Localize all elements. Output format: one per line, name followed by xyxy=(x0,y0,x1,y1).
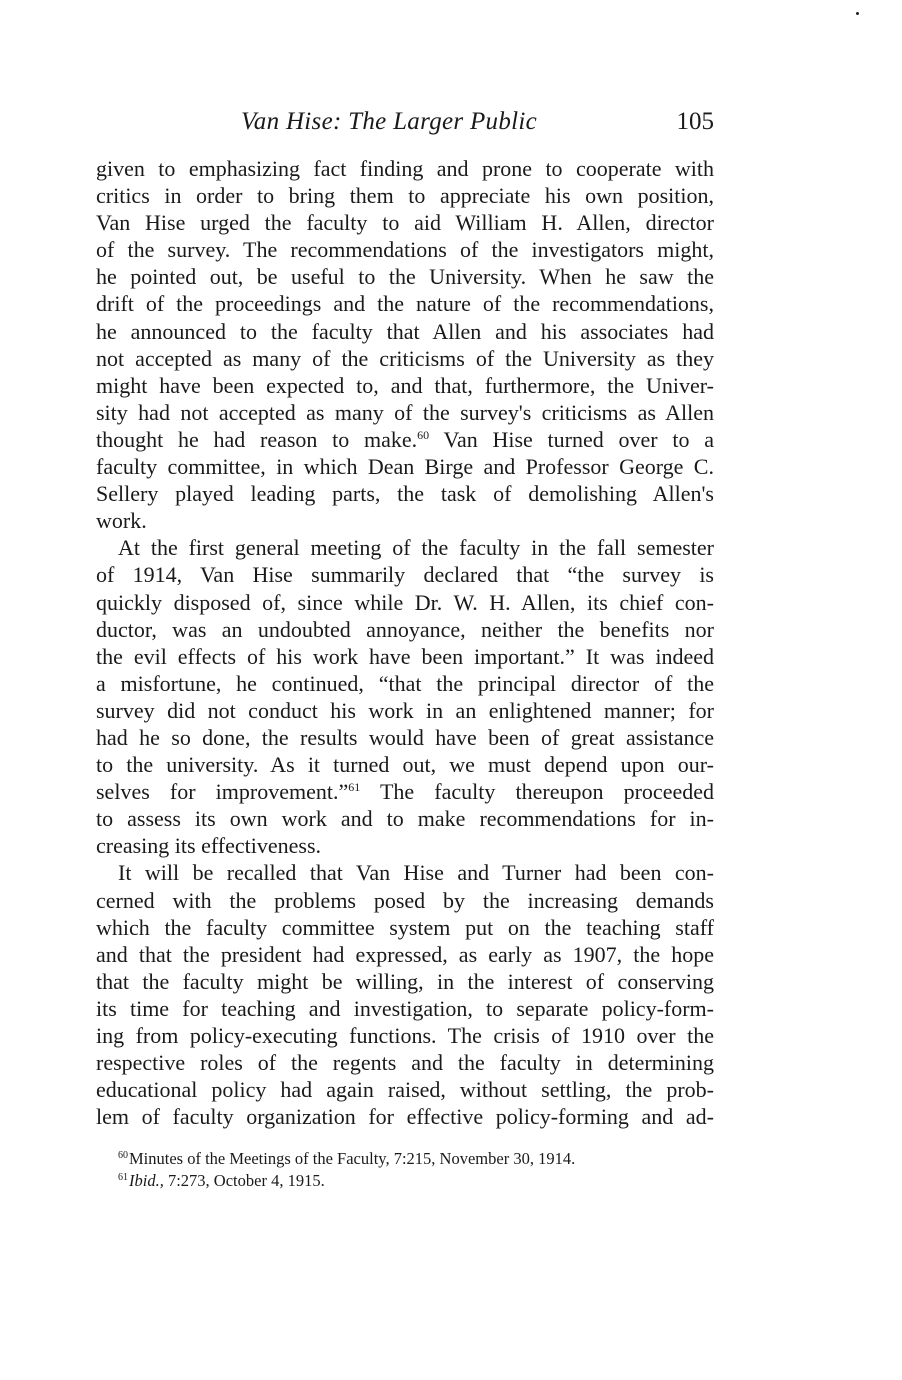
footnote-mark: 61 xyxy=(118,1172,128,1183)
text-line: cerned with the problems posed by the increasing demands xyxy=(96,887,714,913)
text-line: work. xyxy=(96,508,147,534)
text-line: drift of the proceedings and the nature of the recommendations, xyxy=(96,291,714,317)
text-line: he pointed out, be useful to the University. When he saw the xyxy=(96,264,714,290)
paragraph-2 xyxy=(96,534,714,859)
line-text: thought he had reason to make. xyxy=(96,426,418,452)
footnote-ref-61[interactable]: 61 xyxy=(348,780,361,795)
text-line-with-footnote xyxy=(96,426,714,453)
text-line: not accepted as many of the criticisms of the University as they xyxy=(96,345,714,371)
line-text: selves for improvement.” xyxy=(96,779,349,805)
text-line: to assess its own work and to make recommendations for in- xyxy=(96,806,714,832)
scan-speck xyxy=(856,12,859,15)
footnote-text: Minutes of the Meetings of the Faculty, 7:215, November 30, 1914. xyxy=(129,1149,576,1168)
text-line: ing from policy-executing functions. The crisis of 1910 over the xyxy=(96,1023,714,1048)
text-line: sity had not accepted as many of the survey's criticisms as Allen xyxy=(96,399,714,425)
paragraph-3 xyxy=(96,859,714,1130)
footnotes xyxy=(118,1148,714,1192)
footnote-61 xyxy=(118,1170,714,1192)
text-line: Van Hise urged the faculty to aid William H. Allen, director xyxy=(96,210,714,236)
running-head xyxy=(96,108,714,148)
text-line: and that the president had expressed, as early as 1907, the hope xyxy=(96,941,714,967)
text-line: creasing its effectiveness. xyxy=(96,833,322,859)
text-line: he announced to the faculty that Allen and his associates had xyxy=(96,318,714,344)
text-line: respective roles of the regents and the faculty in determining xyxy=(96,1050,714,1076)
text-line: to the university. As it turned out, we must depend upon our- xyxy=(96,752,714,778)
line-text: The faculty thereupon proceeded xyxy=(360,779,714,805)
text-line-with-footnote xyxy=(96,778,714,805)
footnote-mark: 60 xyxy=(118,1150,128,1161)
text-line: critics in order to bring them to appreciate his own position, xyxy=(96,183,714,209)
text-line: a misfortune, he continued, “that the principal director of the xyxy=(96,670,714,696)
footnote-ref-60[interactable]: 60 xyxy=(417,427,430,442)
text-line: ductor, was an undoubted annoyance, neither the benefits nor xyxy=(96,616,714,642)
text-line: It will be recalled that Van Hise and Turner had been con- xyxy=(118,860,714,886)
text-line: educational policy had again raised, without settling, the prob- xyxy=(96,1077,714,1103)
line-text: Van Hise turned over to a xyxy=(429,426,714,452)
text-line: quickly disposed of, since while Dr. W. H. Allen, its chief con- xyxy=(96,589,714,615)
text-line: faculty committee, in which Dean Birge and Professor George C. xyxy=(96,454,714,480)
running-title: Van Hise: The Larger Public xyxy=(241,108,538,135)
text-line: of 1914, Van Hise summarily declared that “the survey is xyxy=(96,562,714,588)
text-line: At the first general meeting of the faculty in the fall semester xyxy=(118,535,714,561)
footnote-ibid: Ibid., xyxy=(129,1171,164,1190)
paragraph-1 xyxy=(96,155,714,534)
text-line: Sellery played leading parts, the task of demolishing Allen's xyxy=(96,481,714,507)
page-number: 105 xyxy=(676,108,714,135)
text-line: the evil effects of his work have been important.” It was indeed xyxy=(96,643,714,669)
footnote-text: 7:273, October 4, 1915. xyxy=(163,1171,325,1190)
text-line: lem of faculty organization for effective policy-forming and ad- xyxy=(96,1104,714,1130)
text-line: had he so done, the results would have been of great assistance xyxy=(96,724,714,750)
footnote-60 xyxy=(118,1148,714,1170)
text-line: its time for teaching and investigation, to separate policy-form- xyxy=(96,995,714,1021)
text-line: given to emphasizing fact finding and prone to cooperate with xyxy=(96,156,714,181)
text-line: that the faculty might be willing, in the interest of conserving xyxy=(96,968,714,994)
body-text xyxy=(96,155,714,1130)
text-line: survey did not conduct his work in an enlightened manner; for xyxy=(96,697,714,723)
text-line: might have been expected to, and that, furthermore, the Univer- xyxy=(96,372,714,398)
text-line: which the faculty committee system put on the teaching staff xyxy=(96,914,714,940)
text-line: of the survey. The recommendations of the investigators might, xyxy=(96,237,714,263)
